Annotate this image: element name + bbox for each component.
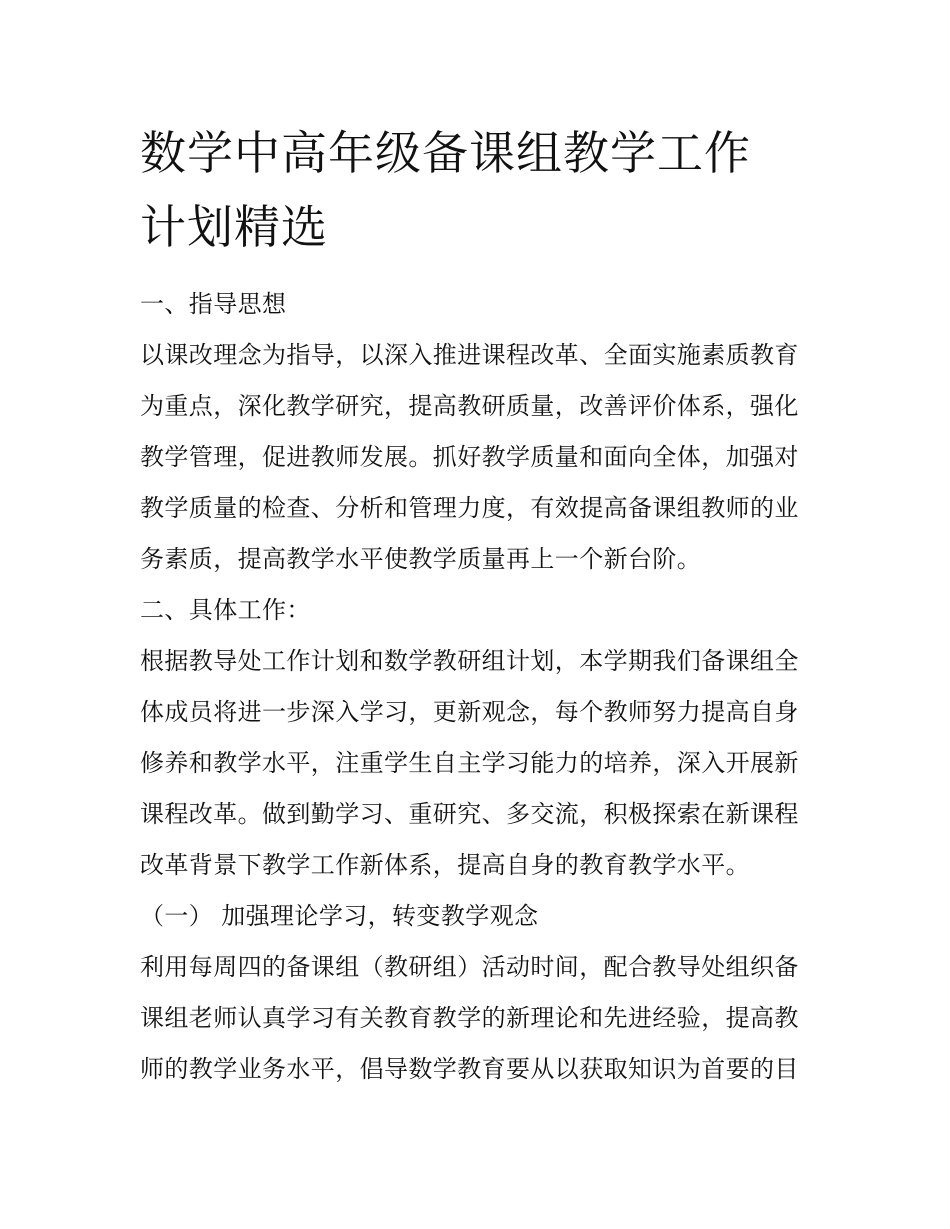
paragraph-line: 体成员将进一步深入学习，更新观念，每个教师努力提高自身 [140, 698, 799, 726]
paragraph-line: 课程改革。做到勤学习、重研究、多交流，积极探索在新课程 [140, 800, 799, 828]
title-line-1: 数学中高年级备课组教学工作 [140, 126, 751, 180]
paragraph-line: 师的教学业务水平，倡导数学教育要从以获取知识为首要的目 [140, 1055, 799, 1083]
section-heading-guiding-ideology: 一、指导思想 [140, 290, 287, 318]
paragraph-line: 教学管理，促进教师发展。抓好教学质量和面向全体，加强对 [140, 443, 799, 471]
document-title [140, 116, 820, 264]
paragraph-line: 务素质，提高教学水平使教学质量再上一个新台阶。 [140, 545, 702, 573]
paragraph-line: 利用每周四的备课组（教研组）活动时间，配合教导处组织备 [140, 953, 799, 981]
paragraph-line: 课组老师认真学习有关教育教学的新理论和先进经验，提高教 [140, 1004, 799, 1032]
paragraph-line: 教学质量的检查、分析和管理力度，有效提高备课组教师的业 [140, 494, 799, 522]
paragraph-line: 根据教导处工作计划和数学教研组计划，本学期我们备课组全 [140, 647, 799, 675]
paragraph-line: 为重点，深化教学研究，提高教研质量，改善评价体系，强化 [140, 392, 799, 420]
subsection-heading: （一） 加强理论学习，转变教学观念 [140, 902, 539, 930]
title-line-2: 计划精选 [140, 200, 328, 254]
paragraph-line: 改革背景下教学工作新体系，提高自身的教育教学水平。 [140, 851, 750, 879]
document-body [140, 279, 820, 1095]
paragraph-line: 以课改理念为指导，以深入推进课程改革、全面实施素质教育 [140, 341, 799, 369]
paragraph-line: 修养和教学水平，注重学生自主学习能力的培养，深入开展新 [140, 749, 799, 777]
section-heading-specific-work: 二、具体工作： [140, 596, 311, 624]
